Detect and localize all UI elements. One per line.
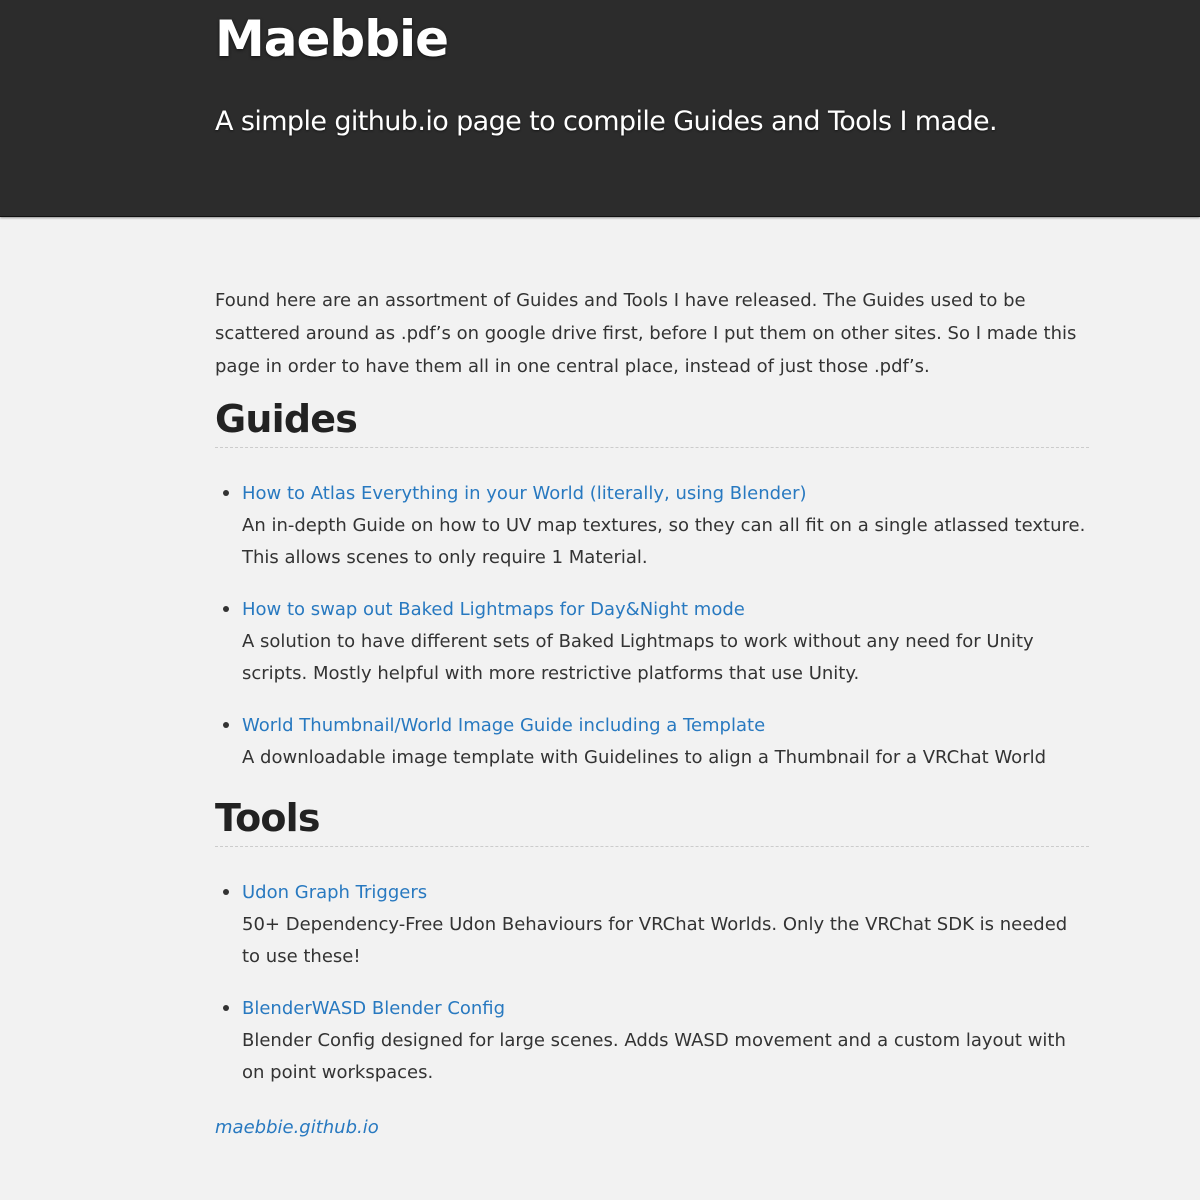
- tool-description: 50+ Dependency-Free Udon Behaviours for VRChat Worlds. Only the VRChat SDK is needed to use these!: [242, 914, 1068, 967]
- guide-description: A downloadable image template with Guidelines to align a Thumbnail for a VRChat World: [242, 747, 1047, 768]
- list-item: [215, 993, 1089, 1089]
- bullet-icon: [223, 490, 229, 496]
- site-header: [0, 0, 1200, 217]
- tool-link-udon-graph-triggers[interactable]: Udon Graph Triggers: [242, 882, 428, 903]
- bullet-icon: [223, 606, 229, 612]
- site-title[interactable]: Maebbie: [215, 10, 449, 68]
- tools-heading: Tools: [215, 796, 1089, 847]
- guides-heading: Guides: [215, 397, 1089, 448]
- intro-paragraph: Found here are an assortment of Guides and Tools I have released. The Guides used to be scattered around as .pdf’s on google drive first, before I put them on other sites. So I made this page in order to have them all in one central place, instead of just those .pdf’s.: [215, 290, 1077, 377]
- list-item: [215, 710, 1089, 774]
- bullet-icon: [223, 1005, 229, 1011]
- site-tagline: A simple github.io page to compile Guides and Tools I made.: [215, 106, 997, 137]
- list-item: [215, 594, 1089, 690]
- tool-link-blenderwasd[interactable]: BlenderWASD Blender Config: [242, 998, 506, 1019]
- guide-description: A solution to have different sets of Baked Lightmaps to work without any need for Unity scripts. Mostly helpful with more restrictive platforms that use Unity.: [242, 631, 1034, 684]
- main-content: [215, 284, 1089, 1138]
- bullet-icon: [223, 722, 229, 728]
- list-item: [215, 478, 1089, 574]
- tool-description: Blender Config designed for large scenes. Adds WASD movement and a custom layout with on point workspaces.: [242, 1030, 1066, 1083]
- guide-description: An in-depth Guide on how to UV map textures, so they can all fit on a single atlassed texture. This allows scenes to only require 1 Material.: [242, 515, 1086, 568]
- tools-list: [215, 877, 1089, 1089]
- guide-link-atlas[interactable]: How to Atlas Everything in your World (literally, using Blender): [242, 483, 807, 504]
- guide-link-lightmaps[interactable]: How to swap out Baked Lightmaps for Day&Night mode: [242, 599, 745, 620]
- guides-list: [215, 478, 1089, 774]
- list-item: [215, 877, 1089, 973]
- bullet-icon: [223, 889, 229, 895]
- guide-link-thumbnail[interactable]: World Thumbnail/World Image Guide including a Template: [242, 715, 766, 736]
- footer-site-link[interactable]: maebbie.github.io: [215, 1117, 379, 1138]
